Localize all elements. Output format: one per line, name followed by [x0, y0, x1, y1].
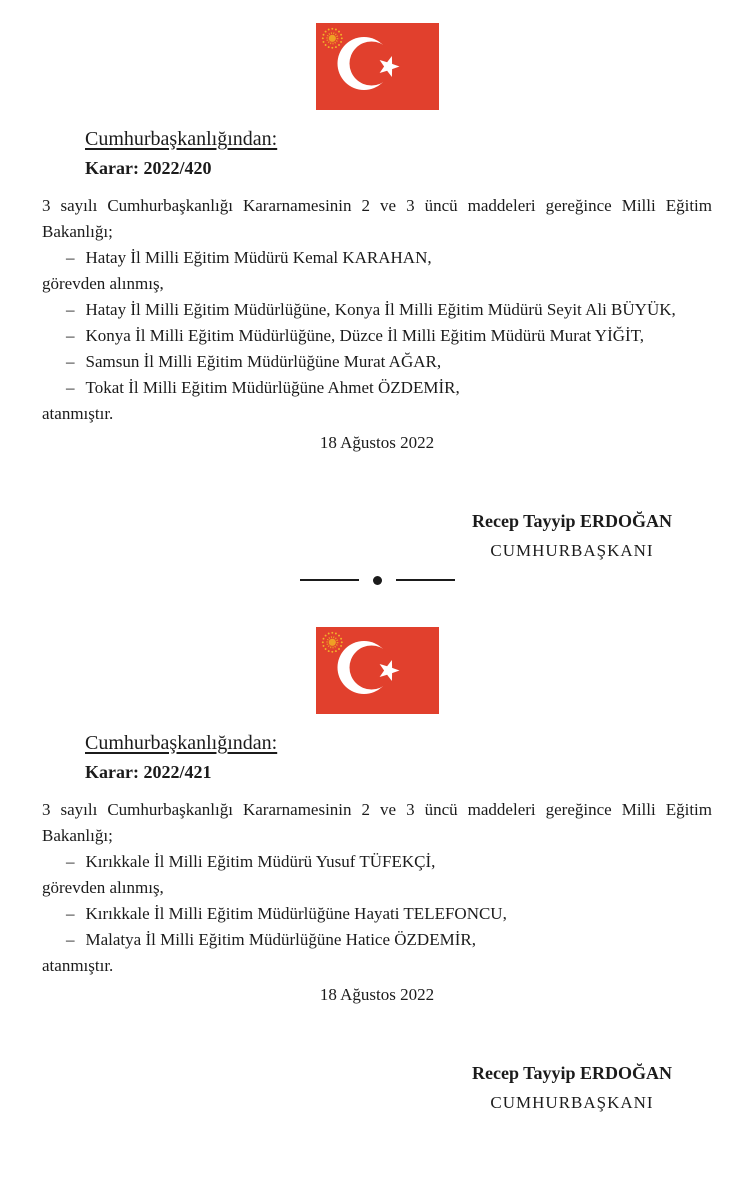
turkish-presidential-flag-image	[316, 627, 439, 714]
list-item-text: Tokat İl Milli Eğitim Müdürlüğüne Ahmet ÖZDEMİR,	[85, 378, 460, 397]
body-line-text: atanmıştır.	[42, 404, 114, 423]
list-dash: –	[66, 930, 75, 949]
list-item	[42, 349, 712, 375]
list-item-text: Malatya İl Milli Eğitim Müdürlüğüne Hatice ÖZDEMİR,	[85, 930, 476, 949]
body-line	[42, 193, 712, 219]
body-line	[42, 797, 712, 823]
body-line	[42, 875, 712, 901]
presidential-flag	[0, 627, 754, 714]
decree-date: 18 Ağustos 2022	[319, 985, 435, 1004]
body-line	[42, 271, 712, 297]
list-dash: –	[66, 378, 75, 397]
issuer-heading: Cumhurbaşkanlığından:	[85, 128, 278, 150]
decree-body	[42, 193, 712, 427]
list-dash: –	[66, 852, 75, 871]
signer-name: Recep Tayyip ERDOĞAN	[471, 511, 673, 531]
list-item	[42, 297, 712, 323]
list-dash: –	[66, 326, 75, 345]
body-line	[42, 953, 712, 979]
list-item	[42, 323, 712, 349]
decision-number: Karar: 2022/421	[85, 762, 212, 782]
list-item	[42, 901, 712, 927]
body-line	[42, 401, 712, 427]
separator-line-right	[396, 579, 455, 581]
list-dash: –	[66, 248, 75, 267]
list-item-text: Kırıkkale İl Milli Eğitim Müdürlüğüne Hayati TELEFONCU,	[85, 904, 507, 923]
list-item-text: Kırıkkale İl Milli Eğitim Müdürü Yusuf TÜFEKÇİ,	[85, 852, 436, 871]
list-item-text: Hatay İl Milli Eğitim Müdürü Kemal KARAHAN,	[85, 248, 432, 267]
body-line-text: Bakanlığı;	[42, 826, 113, 845]
list-dash: –	[66, 904, 75, 923]
list-dash: –	[66, 352, 75, 371]
body-line-text: atanmıştır.	[42, 956, 114, 975]
decree-section-421	[0, 627, 754, 1113]
list-item-text: Samsun İl Milli Eğitim Müdürlüğüne Murat AĞAR,	[85, 352, 442, 371]
decree-section-420	[0, 0, 754, 561]
section-separator	[0, 575, 754, 585]
separator-line-left	[300, 579, 359, 581]
signer-name: Recep Tayyip ERDOĞAN	[471, 1063, 673, 1083]
decree-body	[42, 797, 712, 979]
signer-title: CUMHURBAŞKANI	[490, 1093, 654, 1112]
body-line-text: 3 sayılı Cumhurbaşkanlığı Kararnamesinin 2 ve 3 üncü maddeleri gereğince Milli Eğitim	[42, 800, 712, 819]
signature-block	[432, 511, 712, 561]
body-line-text: görevden alınmış,	[42, 878, 164, 897]
list-item	[42, 245, 712, 271]
decree-date: 18 Ağustos 2022	[319, 433, 435, 452]
issuer-heading: Cumhurbaşkanlığından:	[85, 732, 278, 754]
body-line-text: Bakanlığı;	[42, 222, 113, 241]
body-line-text: 3 sayılı Cumhurbaşkanlığı Kararnamesinin 2 ve 3 üncü maddeleri gereğince Milli Eğitim	[42, 196, 712, 215]
list-item	[42, 927, 712, 953]
signer-title: CUMHURBAŞKANI	[490, 541, 654, 560]
body-line	[42, 219, 712, 245]
decision-number: Karar: 2022/420	[85, 158, 212, 178]
signature-block	[432, 1063, 712, 1113]
list-item	[42, 849, 712, 875]
list-item	[42, 375, 712, 401]
presidential-flag	[0, 0, 754, 110]
body-line	[42, 823, 712, 849]
separator-dot	[373, 576, 382, 585]
list-item-text: Hatay İl Milli Eğitim Müdürlüğüne, Konya İl Milli Eğitim Müdürü Seyit Ali BÜYÜK,	[85, 300, 676, 319]
turkish-presidential-flag-image	[316, 23, 439, 110]
body-line-text: görevden alınmış,	[42, 274, 164, 293]
list-dash: –	[66, 300, 75, 319]
list-item-text: Konya İl Milli Eğitim Müdürlüğüne, Düzce İl Milli Eğitim Müdürü Murat YİĞİT,	[85, 326, 645, 345]
